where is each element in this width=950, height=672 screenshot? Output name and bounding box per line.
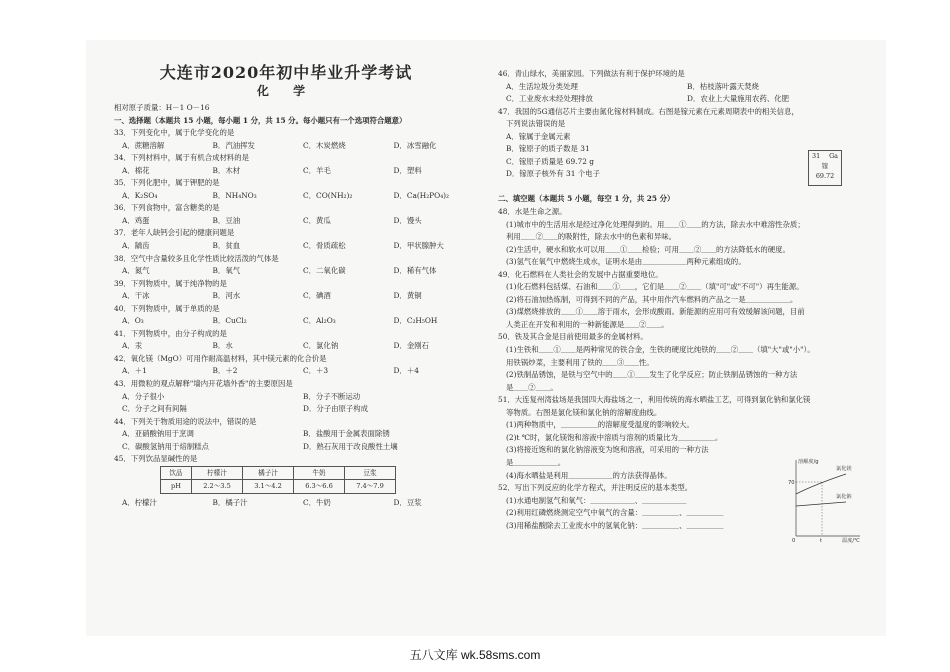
ph-table-header xyxy=(161,466,396,480)
option: C．镓原子质量是 69.72 g xyxy=(506,156,594,166)
chart-ylabel: 溶解度/g xyxy=(798,459,819,465)
question-stem: 49．化石燃料在人类社会的发展中占据重要地位。 xyxy=(498,269,663,279)
option: B．盐酸用于金属表面除锈 xyxy=(303,429,390,439)
question-line: 是＿＿②＿＿。 xyxy=(506,382,558,392)
question-line: (2)t ℃时，氯化镁饱和溶液中溶质与溶剂的质量比为＿＿＿＿＿。 xyxy=(506,432,723,442)
question-options xyxy=(114,265,484,278)
option: A．汞 xyxy=(122,341,143,351)
mgcl2-curve xyxy=(796,474,846,494)
question-stem: 44．下列关于物质用途的说法中，错误的是 xyxy=(114,416,257,426)
question-line: (1)城市中的生活用水是经过净化处理得到的。用＿＿①＿＿的方法，除去水中难溶性杂质； xyxy=(506,219,805,229)
option: A．棉花 xyxy=(122,165,150,175)
chart-label-mgcl2: 氯化镁 xyxy=(836,466,852,472)
table-cell: 3.1～4.2 xyxy=(243,480,294,494)
option: D．熟石灰用于改良酸性土壤 xyxy=(303,441,398,451)
option: B．水 xyxy=(212,341,233,351)
option: D．C₂H₅OH xyxy=(393,316,438,326)
option: D．塑料 xyxy=(393,165,422,175)
table-cell: 柠檬汁 xyxy=(192,466,243,480)
question-options xyxy=(114,403,484,416)
option: B．氧气 xyxy=(212,266,241,276)
question-line: (3)用稀盐酸除去工业废水中的氢氧化钠：＿＿＿＿＿、＿＿＿＿＿ xyxy=(506,520,724,530)
question-line: (3)氢气在氧气中燃烧生成水，证明水是由＿＿＿＿＿＿两种元素组成的。 xyxy=(506,257,746,267)
question-stem: 50．铁及其合金是目前使用最多的金属材料。 xyxy=(498,332,648,342)
option: B．木材 xyxy=(212,165,241,175)
option: D．农业上大量施用农药、化肥 xyxy=(687,94,790,104)
option: C．分子之间有间隔 xyxy=(122,404,187,414)
question-line: (2)生活中，硬水和软水可以用＿＿①＿＿检验；可用＿＿②＿＿的方法降低水的硬度。 xyxy=(506,244,790,254)
question-stem: 36．下列食物中，富含糖类的是 xyxy=(114,203,220,213)
question-stem: 51．大连复州湾盐场是我国四大海盐场之一，利用传统的海水晒盐工艺，可得到氯化钠和氯化镁 xyxy=(498,395,811,405)
exam-subject: 化 学 xyxy=(256,84,316,98)
option: D．Ca(H₂PO₄)₂ xyxy=(393,190,450,200)
option: A．氮气 xyxy=(122,266,150,276)
question-line: (2)铁制品锈蚀，是铁与空气中的＿＿①＿＿发生了化学反应；防止铁制品锈蚀的一种方法 xyxy=(506,370,798,380)
option: C．CO(NH₂)₂ xyxy=(303,190,353,200)
question-stem: 40．下列物质中，属于单质的是 xyxy=(114,303,220,313)
option: B．贫血 xyxy=(212,241,241,251)
option: A．柠檬汁 xyxy=(122,497,157,507)
option: C．骨质疏松 xyxy=(303,241,346,251)
option: A．干冰 xyxy=(122,291,150,301)
table-cell: 橘子汁 xyxy=(243,466,294,480)
question-options xyxy=(114,165,484,178)
question-line: (2)利用红磷燃烧测定空气中氧气的含量：＿＿＿＿＿、＿＿＿＿＿ xyxy=(506,508,724,518)
question-49 xyxy=(498,269,868,332)
question-stem: 35．下列化肥中，属于钾肥的是 xyxy=(114,178,220,188)
element-row xyxy=(809,151,841,161)
question-stem-cont: 下列说法错误的是 xyxy=(506,119,566,129)
question-line: 等物质。右图是氯化镁和氯化钠的溶解度曲线。 xyxy=(506,407,662,417)
question-options xyxy=(498,81,868,94)
table-cell: pH xyxy=(161,480,192,494)
atomic-number: 31 xyxy=(812,152,821,160)
question-50 xyxy=(498,331,868,394)
option: C．＋3 xyxy=(303,366,329,376)
question-line: 是＿＿＿＿＿＿。 xyxy=(506,457,566,467)
option: A．亚硝酸钠用于烹调 xyxy=(122,429,194,439)
question-stem: 34．下列材料中，属于有机合成材料的是 xyxy=(114,153,250,163)
option: D．豆浆 xyxy=(393,497,422,507)
option: B．河水 xyxy=(212,291,241,301)
question-list xyxy=(114,127,484,378)
question-options xyxy=(114,340,484,353)
table-cell: 7.4～7.9 xyxy=(345,480,396,494)
question-stem: 41．下列物质中，由分子构成的是 xyxy=(114,328,227,338)
option: B．豆油 xyxy=(212,215,241,225)
option: D．＋4 xyxy=(393,366,419,376)
option: A．生活垃圾分类处理 xyxy=(506,81,578,91)
exam-title: 大连市2020年初中毕业升学考试 xyxy=(159,63,413,82)
option: D．甲状腺肿大 xyxy=(393,241,444,251)
option: B．CuCl₂ xyxy=(212,316,247,326)
question-options xyxy=(114,240,484,253)
option: C．二氧化碳 xyxy=(303,266,346,276)
chart-origin: 0 xyxy=(792,538,796,544)
question-48 xyxy=(498,206,868,269)
question-options xyxy=(114,315,484,328)
option: D．稀有气体 xyxy=(393,266,437,276)
question-line: (2)将石油加热炼制，可得到不同的产品，其中用作汽车燃料的产品之一是＿＿＿＿＿＿。 xyxy=(506,294,798,304)
option: B．汽油挥发 xyxy=(212,140,255,150)
question-options xyxy=(114,215,484,228)
question-line: 用铁锅炒菜，主要利用了铁的＿＿③＿＿性。 xyxy=(506,357,654,367)
option: A．镓属于金属元素 xyxy=(506,131,571,141)
option: A．分子很小 xyxy=(122,391,165,401)
option: B．分子不断运动 xyxy=(303,391,361,401)
question-line: (3)将接近饱和的氯化钠溶液变为饱和溶液，可采用的一种方法 xyxy=(506,445,709,455)
table-cell: 饮品 xyxy=(161,466,192,480)
option: B．橘子汁 xyxy=(212,497,248,507)
question-options xyxy=(114,441,484,454)
question-line: (4)海水晒盐是利用＿＿＿＿＿＿的方法获得晶体。 xyxy=(506,470,672,480)
section1-title: 一、选择题（本题共 15 小题，每小题 1 分，共 15 分。每小题只有一个选项符合题意） xyxy=(114,115,407,125)
exam-sheet xyxy=(86,40,886,636)
option: D．镓原子核外有 31 个电子 xyxy=(506,169,600,179)
ph-table-row xyxy=(161,480,396,494)
option: B．＋2 xyxy=(212,366,238,376)
table-cell: 2.2～3.5 xyxy=(192,480,243,494)
solubility-chart xyxy=(786,454,866,546)
option: B．枯枝落叶露天焚烧 xyxy=(687,81,759,91)
question-line: 利用＿＿②＿＿的吸附性，除去水中的色素和异味。 xyxy=(506,232,676,242)
option: A．K₂SO₄ xyxy=(122,190,158,200)
option: C．黄瓜 xyxy=(303,215,331,225)
question-line: (1)化石燃料包括煤、石油和＿＿①＿＿，它们是＿＿②＿＿（填"可"或"不可"）再生能源。 xyxy=(506,282,804,292)
option: B．NH₄NO₃ xyxy=(212,190,257,200)
section2-title: 二、填空题（本题共 5 小题，每空 1 分，共 25 分） xyxy=(498,194,675,204)
ph-table xyxy=(160,466,396,494)
question-options xyxy=(498,93,868,106)
table-cell: 6.3～6.6 xyxy=(294,480,345,494)
option: C．木炭燃烧 xyxy=(303,140,346,150)
question-stem: 48．水是生命之源。 xyxy=(498,207,567,217)
question-line: 人类正在开发和利用的一种新能源是＿＿②＿＿。 xyxy=(506,319,669,329)
question-stem: 52．写出下列反应的化学方程式，并注明反应的基本类型。 xyxy=(498,483,693,493)
option: D．馒头 xyxy=(393,215,422,225)
element-name: 镓 xyxy=(821,162,829,170)
option: B．镓原子的质子数是 31 xyxy=(506,144,590,154)
question-options xyxy=(114,190,484,203)
question-line: (3)煤燃烧排放的＿＿①＿＿溶于雨水，会形成酸雨。新能源的应用可有效缓解该问题，目前 xyxy=(506,307,805,317)
option: C．Al₂O₃ xyxy=(303,316,336,326)
option: A．鸡蛋 xyxy=(122,215,150,225)
option: C．工业废水未经处理排放 xyxy=(506,94,593,104)
question-line: (1)生铁和＿＿①＿＿是两种常见的铁合金，生铁的硬度比纯铁的＿＿②＿＿（填"大"或"小"）。 xyxy=(506,345,815,355)
question-options xyxy=(114,290,484,303)
atomic-mass: 相对原子质量：H－1 O－16 xyxy=(114,103,210,112)
chart-tick-t: t xyxy=(820,538,823,544)
gallium-element-box xyxy=(808,150,842,186)
question-stem: 43．用微粒的观点解释"墙内开花墙外香"的主要原因是 xyxy=(114,379,293,389)
option: C．碳酸氢钠用于焙制糕点 xyxy=(122,441,209,451)
question-stem: 47．我国的5G通信芯片主要由氮化镓材料制成。右图是镓元素在元素周期表中的相关信息， xyxy=(498,106,799,116)
option: C．氯化钠 xyxy=(303,341,339,351)
question-line: (1)两种物质中，＿＿＿＿＿的溶解度受温度的影响较大。 xyxy=(506,420,694,430)
question-options xyxy=(114,391,484,404)
left-column xyxy=(114,102,484,510)
element-symbol: Ga xyxy=(829,152,838,160)
question-stem: 39．下列物质中，属于纯净物的是 xyxy=(114,278,227,288)
option: C．羊毛 xyxy=(303,165,331,175)
nacl-curve xyxy=(796,502,846,506)
option: A．O₃ xyxy=(122,316,144,326)
option: A．龋齿 xyxy=(122,241,150,251)
question-stem: 42．氧化镁（MgO）可用作耐高温材料，其中镁元素的化合价是 xyxy=(114,353,327,363)
question-stem: 45．下列饮品显碱性的是 xyxy=(114,454,198,464)
question-stem: 46．青山绿水，美丽家园。下列做法有利于保护环境的是 xyxy=(498,69,685,78)
question-options xyxy=(114,497,484,510)
question-stem: 38．空气中含量较多且化学性质比较活泼的气体是 xyxy=(114,253,279,263)
chart-tick-70: 70 xyxy=(788,480,795,486)
chart-label-nacl: 氯化钠 xyxy=(836,494,852,500)
atomic-mass-value: 69.72 xyxy=(815,172,835,180)
option: D．分子由原子构成 xyxy=(303,404,369,414)
option: D．黄铜 xyxy=(393,291,422,301)
question-options xyxy=(114,140,484,153)
table-cell: 牛奶 xyxy=(294,466,345,480)
footer-watermark: 五八文库 wk.58sms.com xyxy=(409,648,541,662)
option: A．蔗糖溶解 xyxy=(122,140,165,150)
question-line: (1)水通电制氢气和氧气：＿＿＿＿＿＿、＿＿＿＿＿＿ xyxy=(506,495,687,505)
chart-xlabel: 温度/℃ xyxy=(842,538,860,544)
option: D．金刚石 xyxy=(393,341,429,351)
right-column xyxy=(498,68,868,544)
option: D．冰雪融化 xyxy=(393,140,437,150)
question-options xyxy=(114,428,484,441)
question-options xyxy=(114,365,484,378)
option: C．碘酒 xyxy=(303,291,331,301)
table-cell: 豆浆 xyxy=(345,466,396,480)
option: C．牛奶 xyxy=(303,497,331,507)
option: A．＋1 xyxy=(122,366,147,376)
question-stem: 33．下列变化中，属于化学变化的是 xyxy=(114,128,235,138)
question-stem: 37．老年人缺钙会引起的健康问题是 xyxy=(114,228,235,238)
